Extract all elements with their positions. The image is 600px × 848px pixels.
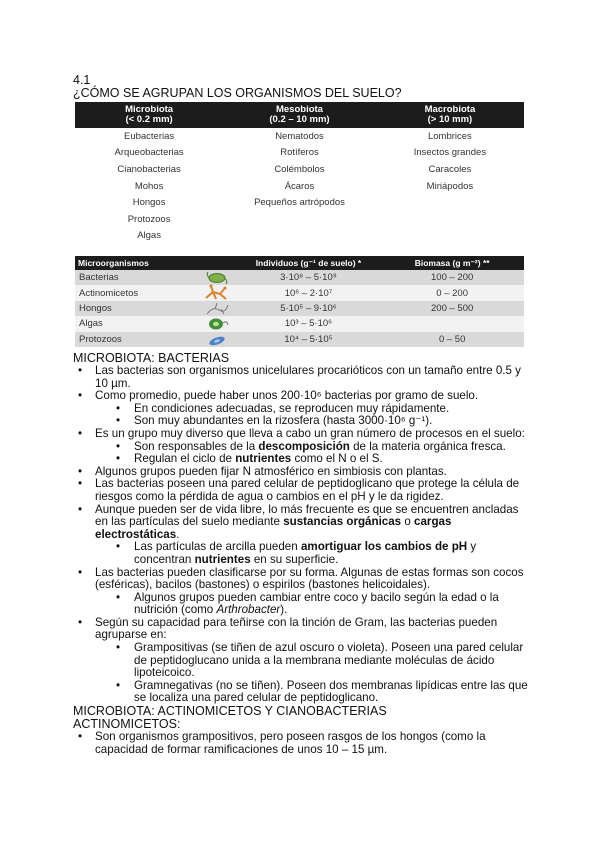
actinomicetos-heading: MICROBIOTA: ACTINOMICETOS Y CIANOBACTERIAS <box>73 704 387 719</box>
header-microorganismos: Microorganismos <box>75 256 237 270</box>
header-macrobiota: Macrobiota (> 10 mm) <box>376 102 524 128</box>
cell: Protozoos <box>75 332 237 347</box>
header-mesobiota: Mesobiota (0.2 – 10 mm) <box>223 102 376 128</box>
document-body <box>73 352 531 756</box>
bullet-item: • Algunos grupos pueden fijar N atmosférico en simbiosis con plantas. <box>73 466 531 479</box>
biota-size-table <box>75 102 524 244</box>
bullet-item: • Las bacterias pueden clasificarse por su forma. Algunas de estas formas son cocos (esféricas), bacilos (bastones) o espirilos (bastones helicoidales). <box>73 567 531 592</box>
table-row <box>75 270 524 285</box>
cell: 10³ – 5·10⁶ <box>237 316 381 331</box>
cell: Caracoles <box>428 163 472 175</box>
cell <box>376 211 524 228</box>
table-row <box>75 301 524 316</box>
header-biomasa: Biomasa (g m⁻²) ** <box>380 256 524 270</box>
cell: Ácaros <box>284 180 315 192</box>
table-row <box>75 178 524 195</box>
algae-icon <box>205 317 229 331</box>
bullet-item: • Son organismos grampositivos, pero poseen rasgos de los hongos (como la capacidad de formar ramificaciones de unos 10 – 15 µm. <box>73 731 531 756</box>
sub-bullet-item: • Son muy abundantes en la rizosfera (hasta 3000·10⁶ g⁻¹). <box>73 415 531 428</box>
cell: Colémbolos <box>274 163 325 175</box>
table-header-row <box>75 256 524 270</box>
cell <box>380 316 524 331</box>
cell: Hongos <box>75 301 237 316</box>
sub-bullet-item: • En condiciones adecuadas, se reproducen muy rápidamente. <box>73 403 531 416</box>
table-row <box>75 285 524 300</box>
cell: Insectos grandes <box>413 147 487 159</box>
cell: 5·10⁵ – 9·10⁶ <box>237 301 381 316</box>
table-row <box>75 145 524 162</box>
cell: Algas <box>75 316 237 331</box>
table-row <box>75 194 524 211</box>
table-header-row <box>75 102 524 128</box>
protozoa-icon <box>205 333 229 347</box>
table-row <box>75 161 524 178</box>
bullet-item: • Es un grupo muy diverso que lleva a cabo un gran número de procesos en el suelo: <box>73 428 531 441</box>
bullet-item: • Las bacterias son organismos unicelulares procarióticos con un tamaño entre 0.5 y 10 µm. <box>73 365 531 390</box>
cell: 0 – 200 <box>380 285 524 300</box>
cell: 3·10⁸ – 5·10⁹ <box>237 270 381 285</box>
cell: 10⁴ – 5·10⁵ <box>237 332 381 347</box>
cell: Miriápodos <box>426 180 474 192</box>
sub-bullet-item: • Regulan el ciclo de nutrientes como el N o el S. <box>73 453 531 466</box>
bullet-item: • Aunque pueden ser de vida libre, lo más frecuente es que se encuentren ancladas en las partículas del suelo mediante sustancias orgánicas o cargas electrostáticas. <box>73 504 531 542</box>
bullet-item: • Como promedio, puede haber unos 200·10⁶ bacterias por gramo de suelo. <box>73 390 531 403</box>
cell: Actinomicetos <box>75 285 237 300</box>
table-row <box>75 128 524 145</box>
cell: Hongos <box>132 197 166 209</box>
cell <box>376 194 524 211</box>
bacterias-heading: MICROBIOTA: BACTERIAS <box>73 351 230 365</box>
actinomycete-icon <box>203 284 229 300</box>
table-row <box>75 228 524 245</box>
bullet-item: • Según su capacidad para teñirse con la tinción de Gram, las bacterias pueden agruparse en: <box>73 617 531 642</box>
sub-bullet-item: • Las partículas de arcilla pueden amortiguar los cambios de pH y concentran nutrientes en su superficie. <box>73 541 531 566</box>
sub-bullet-item: • Son responsables de la descomposición de la materia orgánica fresca. <box>73 441 531 454</box>
cell: 200 – 500 <box>380 301 524 316</box>
cell: 100 – 200 <box>380 270 524 285</box>
cell: Bacterias <box>75 270 237 285</box>
microorganism-abundance-table <box>75 256 524 347</box>
fungi-icon <box>205 302 229 316</box>
cell: Nematodos <box>275 130 324 142</box>
sub-bullet-item: • Gramnegativas (no se tiñen). Poseen dos membranas lipídicas entre las que se localiza una pared celular de peptidoglicano. <box>73 680 531 705</box>
table-row <box>75 332 524 347</box>
table-row <box>75 316 524 331</box>
page-title: ¿CÓMO SE AGRUPAN LOS ORGANISMOS DEL SUELO? <box>73 86 402 100</box>
section-number: 4.1 <box>73 73 91 87</box>
header-microbiota: Microbiota (< 0.2 mm) <box>75 102 223 128</box>
cell: Rotíferos <box>280 147 319 159</box>
cell: Mohos <box>134 180 164 192</box>
header-individuos: Individuos (g⁻¹ de suelo) * <box>237 256 381 270</box>
actinomicetos-subheading: ACTINOMICETOS: <box>73 717 181 732</box>
cell <box>376 228 524 245</box>
bacteria-icon <box>205 271 229 285</box>
sub-bullet-item: • Grampositivas (se tiñen de azul oscuro o violeta). Poseen una pared celular de peptidoglucano unida a la membrana mediante moléculas de ácido lipoteicoico. <box>73 642 531 680</box>
cell: Arqueobacterias <box>114 147 184 159</box>
cell: Pequeños artrópodos <box>254 197 345 209</box>
cell: Cianobacterias <box>117 163 181 175</box>
sub-bullet-item: • Algunos grupos pueden cambiar entre coco y bacilo según la edad o la nutrición (como Arthrobacter). <box>73 592 531 617</box>
table-row <box>75 211 524 228</box>
cell: Protozoos <box>127 213 171 225</box>
cell <box>223 228 376 245</box>
bullet-item: • Las bacterias poseen una pared celular de peptidoglicano que protege la célula de riesgos como la pérdida de agua o cambios en el pH y le da rigidez. <box>73 478 531 503</box>
cell: 10⁶ – 2·10⁷ <box>237 285 381 300</box>
cell: 0 – 50 <box>380 332 524 347</box>
cell: Algas <box>137 230 161 242</box>
cell: Lombrices <box>427 130 472 142</box>
cell <box>223 211 376 228</box>
cell: Eubacterias <box>123 130 175 142</box>
